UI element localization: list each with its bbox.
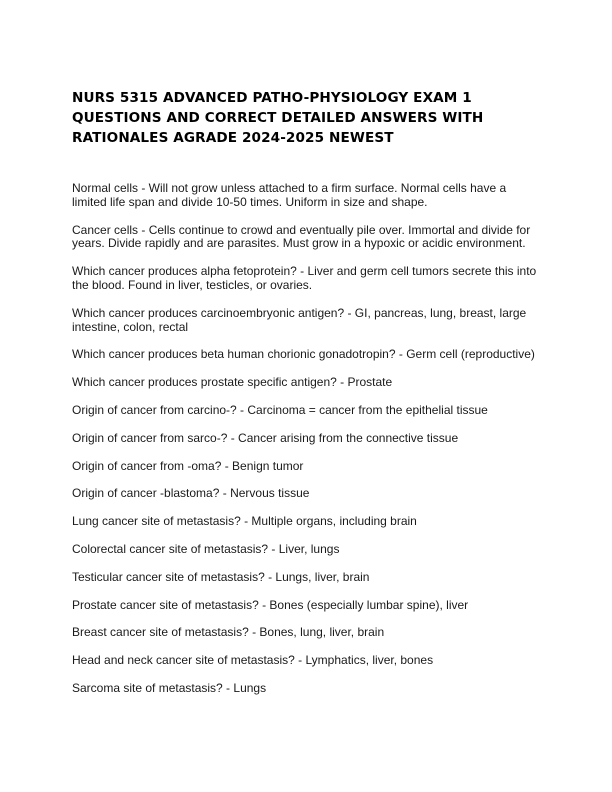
qa-item-head-neck-metastasis: Head and neck cancer site of metastasis? - Lymphatics, liver, bones [72, 653, 434, 668]
qa-item-sarco: Origin of cancer from sarco-? - Cancer arising from the connective tissue [72, 430, 459, 445]
qa-item-sarcoma-metastasis: Sarcoma site of metastasis? - Lungs [72, 680, 267, 695]
qa-item-carcinoembryonic-antigen: Which cancer produces carcinoembryonic antigen? - GI, pancreas, lung, breast, large intestine, colon, rectal [72, 305, 527, 334]
qa-item-prostate-metastasis: Prostate cancer site of metastasis? - Bones (especially lumbar spine), liver [72, 597, 469, 612]
document-title: NURS 5315 ADVANCED PATHO-PHYSIOLOGY EXAM 1 QUESTIONS AND CORRECT DETAILED ANSWERS WITH RATIONALES AGRADE 2024-2025 NEWEST [72, 90, 484, 146]
qa-item-normal-cells: Normal cells - Will not grow unless attached to a firm surface. Normal cells have a limited life span and divide 10-50 times. Uniform in size and shape. [72, 181, 507, 209]
qa-item-beta-hcg: Which cancer produces beta human chorionic gonadotropin? - Germ cell (reproductive) [72, 347, 535, 362]
qa-item-colorectal-metastasis: Colorectal cancer site of metastasis? - Liver, lungs [72, 541, 340, 556]
document-body [72, 182, 542, 710]
qa-item-blastoma: Origin of cancer -blastoma? - Nervous tissue [72, 486, 310, 501]
qa-item-cancer-cells: Cancer cells - Cells continue to crowd and eventually pile over. Immortal and divide for years. Divide rapidly and are parasites. Must grow in a hypoxic or acidic environment. [72, 222, 531, 251]
qa-item-alpha-fetoprotein: Which cancer produces alpha fetoprotein? - Liver and germ cell tumors secrete this into the blood. Found in liver, testicles, or ovaries. [72, 264, 537, 292]
qa-item-carcino: Origin of cancer from carcino-? - Carcinoma = cancer from the epithelial tissue [72, 402, 488, 417]
qa-item-breast-metastasis: Breast cancer site of metastasis? - Bones, lung, liver, brain [72, 625, 385, 640]
qa-item-lung-metastasis: Lung cancer site of metastasis? - Multiple organs, including brain [72, 514, 417, 529]
qa-item-oma: Origin of cancer from -oma? - Benign tumor [72, 458, 304, 473]
qa-item-testicular-metastasis: Testicular cancer site of metastasis? - Lungs, liver, brain [72, 569, 370, 584]
qa-item-psa: Which cancer produces prostate specific antigen? - Prostate [72, 375, 393, 390]
